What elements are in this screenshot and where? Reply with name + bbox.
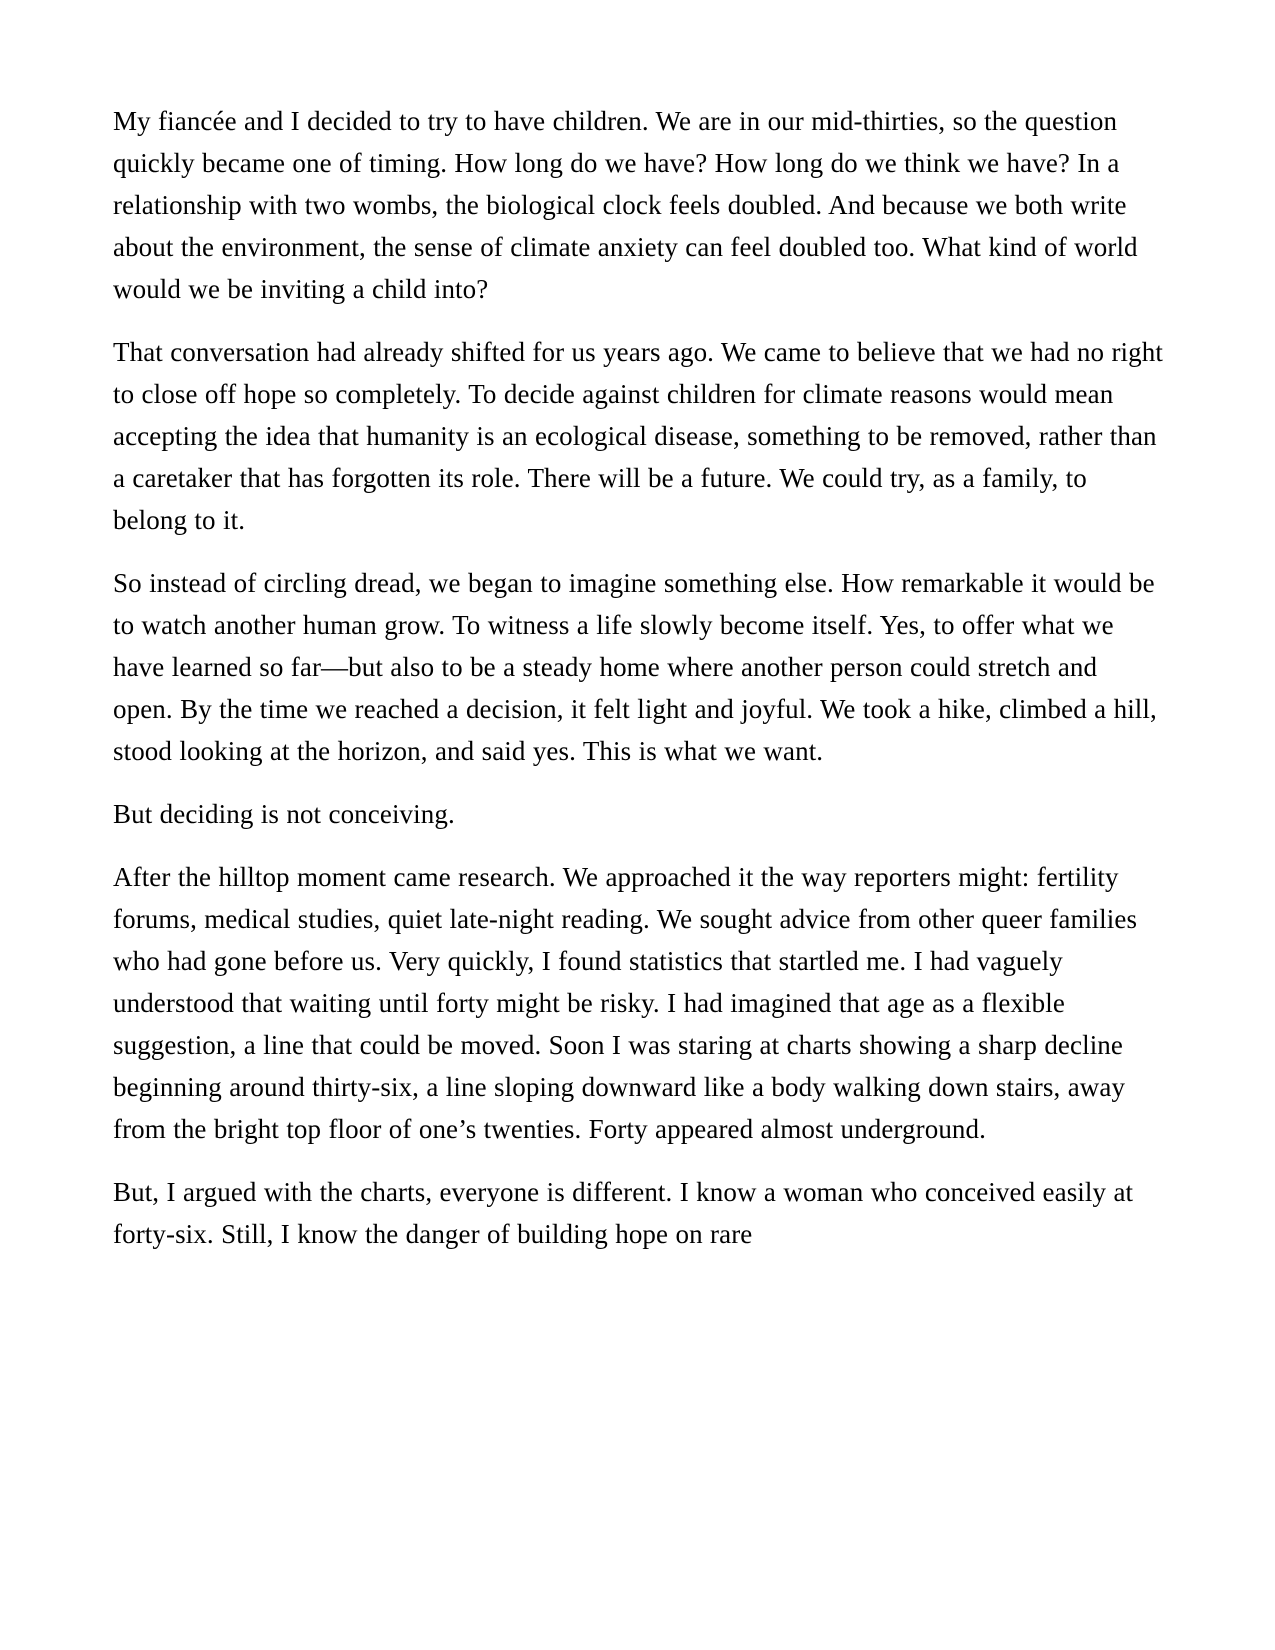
paragraph: But deciding is not conceiving. <box>113 799 455 829</box>
document-text-body <box>113 100 1163 1255</box>
paragraph: But, I argued with the charts, everyone is different. I know a woman who conceived easily at forty-six. Still, I know the danger of building hope on rare <box>113 1177 1134 1249</box>
paragraph: So instead of circling dread, we began to imagine something else. How remarkable it would be to watch another human grow. To witness a life slowly become itself. Yes, to offer what we have learned so far—but also to be a steady home where another person could stretch and open. By the time we reached a decision, it felt light and joyful. We took a hike, climbed a hill, stood looking at the horizon, and said yes. This is what we want. <box>113 568 1157 766</box>
paragraph: That conversation had already shifted for us years ago. We came to believe that we had no right to close off hope so completely. To decide against children for climate reasons would mean accepting the idea that humanity is an ecological disease, something to be removed, rather than a caretaker that has forgotten its role. There will be a future. We could try, as a family, to belong to it. <box>113 337 1163 535</box>
paragraph: My fiancée and I decided to try to have children. We are in our mid-thirties, so the question quickly became one of timing. How long do we have? How long do we think we have? In a relationship with two wombs, the biological clock feels doubled. And because we both write about the environment, the sense of climate anxiety can feel doubled too. What kind of world would we be inviting a child into? <box>113 106 1138 304</box>
paragraph: After the hilltop moment came research. We approached it the way reporters might: fertility forums, medical studies, quiet late-night reading. We sought advice from other queer families who had gone before us. Very quickly, I found statistics that startled me. I had vaguely understood that waiting until forty might be risky. I had imagined that age as a flexible suggestion, a line that could be moved. Soon I was staring at charts showing a sharp decline beginning around thirty-six, a line sloping downward like a body walking down stairs, away from the bright top floor of one’s twenties. Forty appeared almost underground. <box>113 862 1138 1144</box>
